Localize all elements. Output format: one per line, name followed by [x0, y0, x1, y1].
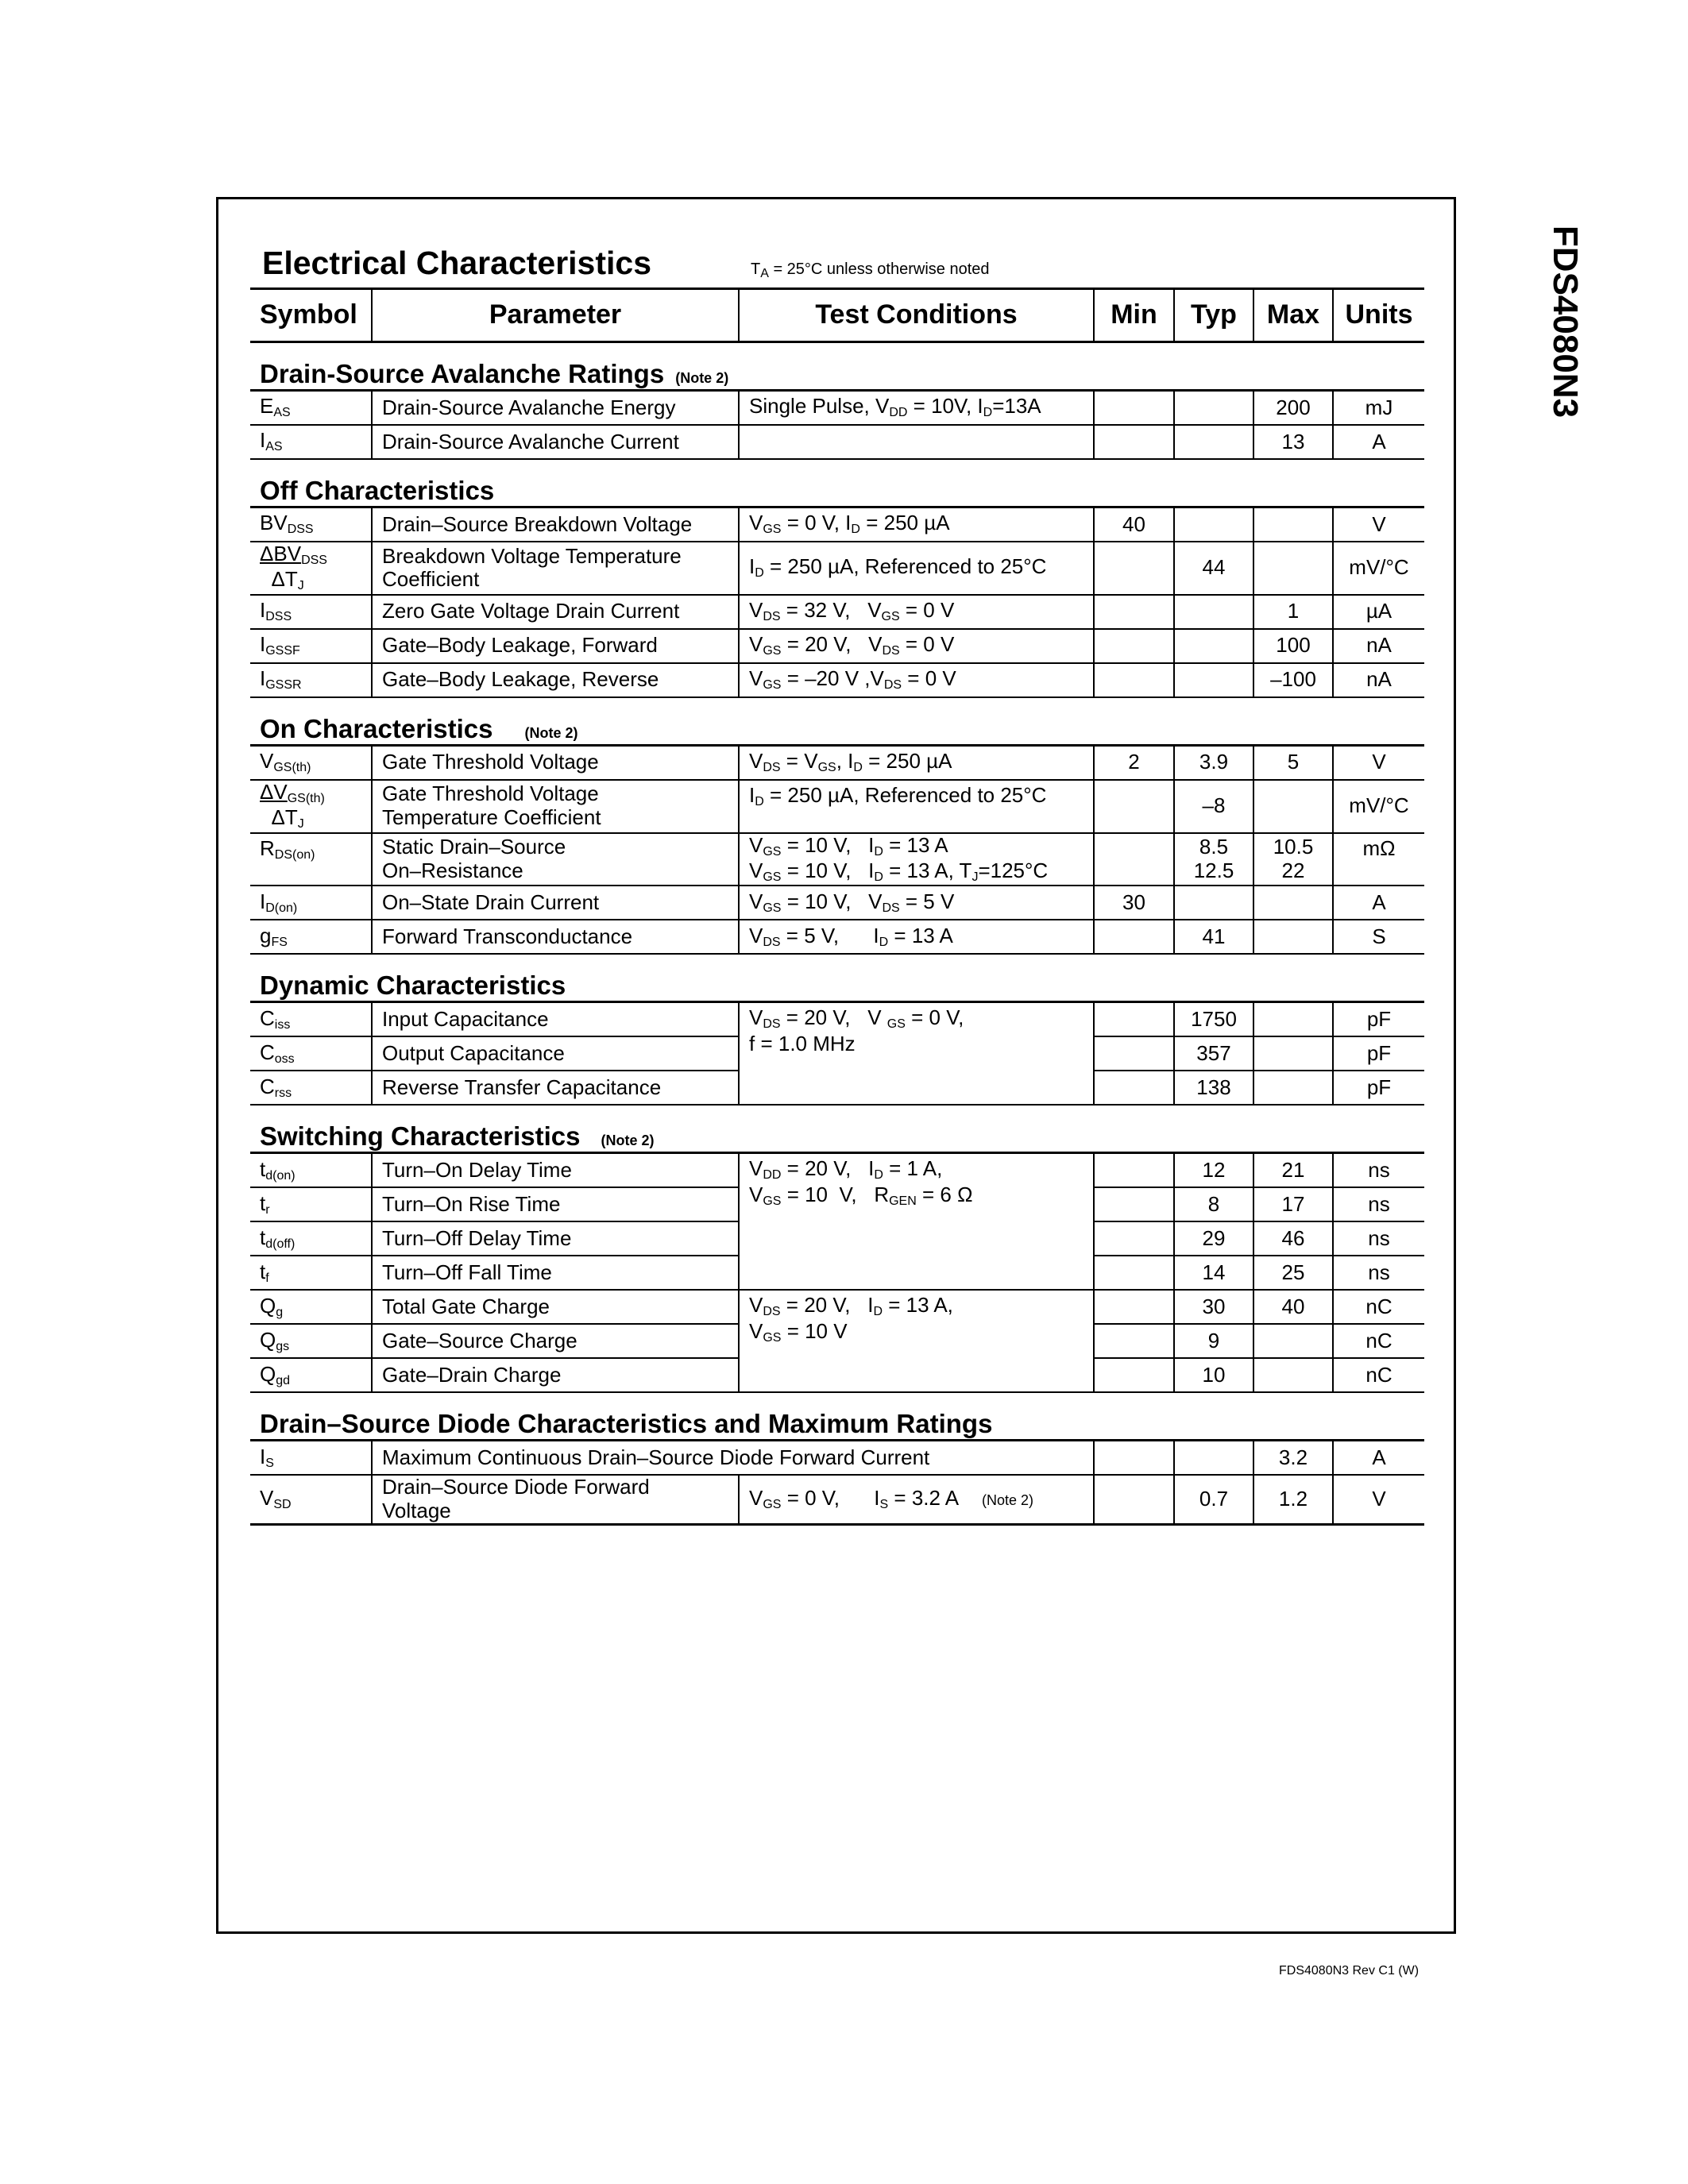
parameter-cell: Turn–Off Delay Time	[372, 1221, 739, 1256]
symbol-cell: $C_{rss}$	[250, 1071, 372, 1105]
symbol-cell: $t_{d(off)}$	[250, 1221, 372, 1256]
conditions-cell: $I_D = 250$ µA, Referenced to 25°C	[739, 542, 1094, 595]
units-cell: nC	[1333, 1290, 1424, 1324]
conditions-cell: $V_{DD} = 20$ V, $I_D = 1$ A, $V_{GS} = 10$ V, $R_{GEN} = 6$ Ω	[739, 1153, 1094, 1291]
units-cell: pF	[1333, 1002, 1424, 1037]
parameter-cell: Turn–Off Fall Time	[372, 1256, 739, 1290]
typ-cell: 1750	[1174, 1002, 1253, 1037]
min-cell: 30	[1094, 886, 1174, 920]
parameter-cell: Gate–Source Charge	[372, 1324, 739, 1358]
header-units: Units	[1333, 289, 1424, 342]
typ-cell: 9	[1174, 1324, 1253, 1358]
section-avalanche	[250, 342, 1424, 391]
conditions-cell: $V_{GS} = -20$ V $,V_{DS} = 0$ V	[739, 663, 1094, 697]
parameter-cell: Input Capacitance	[372, 1002, 739, 1037]
header-max: Max	[1253, 289, 1333, 342]
section-note: (Note 2)	[675, 370, 729, 387]
max-cell: 10.5 22	[1253, 833, 1333, 886]
units-cell: S	[1333, 920, 1424, 954]
section-title: Dynamic Characteristics	[260, 970, 566, 1001]
typ-cell: 3.9	[1174, 745, 1253, 780]
units-cell: mV/°C	[1333, 542, 1424, 595]
section-title: Drain-Source Avalanche Ratings	[260, 359, 665, 389]
units-cell: mJ	[1333, 391, 1424, 426]
max-cell: 100	[1253, 629, 1333, 663]
conditions-cell: $V_{GS} = 20$ V, $V_{DS} = 0$ V	[739, 629, 1094, 663]
page-title: Electrical Characteristics	[262, 245, 651, 281]
units-cell: nC	[1333, 1358, 1424, 1392]
conditions-cell: $V_{DS} = 5$ V, $I_D = 13$ A	[739, 920, 1094, 954]
typ-cell: 29	[1174, 1221, 1253, 1256]
parameter-cell: Gate–Body Leakage, Forward	[372, 629, 739, 663]
parameter-cell: Zero Gate Voltage Drain Current	[372, 595, 739, 629]
condition-note: $T_A = 25^\circ C$ unless otherwise noted	[751, 260, 990, 280]
table-header	[250, 289, 1424, 342]
typ-cell: –8	[1174, 780, 1253, 833]
max-cell: –100	[1253, 663, 1333, 697]
symbol-cell: $V_{GS(th)}$	[250, 745, 372, 780]
table-row	[250, 595, 1424, 629]
conditions-cell: $V_{GS} = 10$ V, $V_{DS} = 5$ V	[739, 886, 1094, 920]
units-cell: A	[1333, 425, 1424, 459]
parameter-cell: Drain-Source Avalanche Energy	[372, 391, 739, 426]
section-title: Off Characteristics	[260, 476, 495, 506]
units-cell: mV/°C	[1333, 780, 1424, 833]
max-cell: 40	[1253, 1290, 1333, 1324]
parameter-cell: Gate–Body Leakage, Reverse	[372, 663, 739, 697]
table-row	[250, 629, 1424, 663]
electrical-characteristics-table	[250, 287, 1424, 1526]
min-cell: 2	[1094, 745, 1174, 780]
units-cell: µA	[1333, 595, 1424, 629]
parameter-cell: Forward Transconductance	[372, 920, 739, 954]
units-cell: nA	[1333, 663, 1424, 697]
parameter-cell: Static Drain–Source On–Resistance	[372, 833, 739, 886]
section-off	[250, 459, 1424, 507]
units-cell: ns	[1333, 1153, 1424, 1188]
parameter-cell: Total Gate Charge	[372, 1290, 739, 1324]
conditions-cell: $V_{GS} = 0$ V, $I_S = 3.2$ A (Note 2)	[739, 1475, 1094, 1524]
table-row	[250, 663, 1424, 697]
table-row	[250, 780, 1424, 833]
max-cell: 25	[1253, 1256, 1333, 1290]
section-title: Switching Characteristics	[260, 1121, 581, 1152]
typ-cell: 12	[1174, 1153, 1253, 1188]
table-row	[250, 1290, 1424, 1324]
units-cell: V	[1333, 1475, 1424, 1524]
parameter-cell: Reverse Transfer Capacitance	[372, 1071, 739, 1105]
section-title: Drain–Source Diode Characteristics and Maximum Ratings	[260, 1409, 993, 1439]
header-symbol: Symbol	[250, 289, 372, 342]
section-note: (Note 2)	[524, 724, 578, 741]
symbol-cell: $Q_g$	[250, 1290, 372, 1324]
max-cell: 21	[1253, 1153, 1333, 1188]
parameter-cell: Turn–On Rise Time	[372, 1187, 739, 1221]
units-cell: nA	[1333, 629, 1424, 663]
symbol-cell: $\Delta V_{GS(th)}$ $\Delta T_J$	[250, 780, 372, 833]
max-cell: 1.2	[1253, 1475, 1333, 1524]
max-cell: 13	[1253, 425, 1333, 459]
max-cell: 17	[1253, 1187, 1333, 1221]
units-cell: nC	[1333, 1324, 1424, 1358]
symbol-cell: $\Delta BV_{DSS}$ $\Delta T_J$	[250, 542, 372, 595]
max-cell: 1	[1253, 595, 1333, 629]
parameter-cell: Drain-Source Avalanche Current	[372, 425, 739, 459]
table-row	[250, 1475, 1424, 1524]
parameter-cell: Gate Threshold Voltage	[372, 745, 739, 780]
section-dynamic	[250, 954, 1424, 1002]
max-cell: 46	[1253, 1221, 1333, 1256]
header-typ: Typ	[1174, 289, 1253, 342]
conditions-cell: $V_{GS} = 10$ V, $I_D = 13$ A $V_{GS} = 10$ V, $I_D = 13$ A, $T_J=125^\circ C$	[739, 833, 1094, 886]
parameter-cell: Drain–Source Diode Forward Voltage	[372, 1475, 739, 1524]
table-row	[250, 542, 1424, 595]
table-row	[250, 507, 1424, 542]
conditions-cell: $V_{DS} = 20$ V, $I_D = 13$ A, $V_{GS} = 10$ V	[739, 1290, 1094, 1392]
table-row	[250, 920, 1424, 954]
symbol-cell: $I_{DSS}$	[250, 595, 372, 629]
symbol-cell: $I_{AS}$	[250, 425, 372, 459]
section-diode	[250, 1392, 1424, 1441]
table-row	[250, 745, 1424, 780]
symbol-cell: $E_{AS}$	[250, 391, 372, 426]
parameter-cell: Output Capacitance	[372, 1036, 739, 1071]
units-cell: ns	[1333, 1221, 1424, 1256]
max-cell: 200	[1253, 391, 1333, 426]
units-cell: A	[1333, 1441, 1424, 1476]
min-cell: 40	[1094, 507, 1174, 542]
conditions-cell: $V_{DS} = 32$ V, $V_{GS} = 0$ V	[739, 595, 1094, 629]
table-row	[250, 1002, 1424, 1037]
symbol-cell: $I_{GSSR}$	[250, 663, 372, 697]
typ-cell: 44	[1174, 542, 1253, 595]
parameter-cell: Gate Threshold Voltage Temperature Coefficient	[372, 780, 739, 833]
conditions-cell: Single Pulse, $V_{DD} = 10V$, $I_D=13A$	[739, 391, 1094, 426]
conditions-cell: $I_D = 250$ µA, Referenced to 25°C	[739, 780, 1094, 833]
units-cell: pF	[1333, 1036, 1424, 1071]
symbol-cell: $C_{iss}$	[250, 1002, 372, 1037]
section-on	[250, 697, 1424, 746]
symbol-cell: $I_S$	[250, 1441, 372, 1476]
typ-cell: 8	[1174, 1187, 1253, 1221]
table-row	[250, 833, 1424, 886]
section-note: (Note 2)	[601, 1133, 655, 1149]
parameter-cell: Gate–Drain Charge	[372, 1358, 739, 1392]
symbol-cell: $g_{FS}$	[250, 920, 372, 954]
conditions-cell: $V_{DS} = V_{GS}$, $I_D = 250$ µA	[739, 745, 1094, 780]
table-row	[250, 391, 1424, 426]
parameter-cell: Turn–On Delay Time	[372, 1153, 739, 1188]
table-row	[250, 886, 1424, 920]
symbol-cell: $t_{d(on)}$	[250, 1153, 372, 1188]
footer-revision: FDS4080N3 Rev C1 (W)	[1279, 1964, 1420, 1978]
symbol-cell: $V_{SD}$	[250, 1475, 372, 1524]
typ-cell: 357	[1174, 1036, 1253, 1071]
parameter-cell: On–State Drain Current	[372, 886, 739, 920]
table-row	[250, 1153, 1424, 1188]
symbol-cell: $t_r$	[250, 1187, 372, 1221]
parameter-cell: Drain–Source Breakdown Voltage	[372, 507, 739, 542]
table-row	[250, 425, 1424, 459]
parameter-cell: Maximum Continuous Drain–Source Diode Forward Current	[372, 1441, 1094, 1476]
symbol-cell: $R_{DS(on)}$	[250, 833, 372, 886]
units-cell: ns	[1333, 1187, 1424, 1221]
units-cell: pF	[1333, 1071, 1424, 1105]
typ-cell: 138	[1174, 1071, 1253, 1105]
conditions-cell: $V_{DS} = 20$ V, V $_{GS}$ = 0 V, f = 1.0 MHz	[739, 1002, 1094, 1106]
units-cell: ns	[1333, 1256, 1424, 1290]
units-cell: A	[1333, 886, 1424, 920]
header-test-conditions: Test Conditions	[739, 289, 1094, 342]
symbol-cell: $C_{oss}$	[250, 1036, 372, 1071]
typ-cell: 8.5 12.5	[1174, 833, 1253, 886]
section-title: On Characteristics	[260, 713, 493, 743]
conditions-cell: $V_{GS} = 0$ V, $I_D = 250$ µA	[739, 507, 1094, 542]
header-min: Min	[1094, 289, 1174, 342]
symbol-cell: $Q_{gs}$	[250, 1324, 372, 1358]
part-number-side-label: FDS4080N3	[1546, 225, 1585, 419]
section-switching	[250, 1105, 1424, 1153]
max-cell: 3.2	[1253, 1441, 1333, 1476]
table-row	[250, 1441, 1424, 1476]
typ-cell: 10	[1174, 1358, 1253, 1392]
parameter-cell: Breakdown Voltage Temperature Coefficient	[372, 542, 739, 595]
symbol-cell: $t_f$	[250, 1256, 372, 1290]
typ-cell: 0.7	[1174, 1475, 1253, 1524]
symbol-cell: $I_{GSSF}$	[250, 629, 372, 663]
symbol-cell: $I_{D(on)}$	[250, 886, 372, 920]
symbol-cell: $BV_{DSS}$	[250, 507, 372, 542]
symbol-cell: $Q_{gd}$	[250, 1358, 372, 1392]
typ-cell: 30	[1174, 1290, 1253, 1324]
max-cell: 5	[1253, 745, 1333, 780]
header-parameter: Parameter	[372, 289, 739, 342]
units-cell: V	[1333, 507, 1424, 542]
typ-cell: 14	[1174, 1256, 1253, 1290]
units-cell: V	[1333, 745, 1424, 780]
units-cell: mΩ	[1333, 833, 1424, 886]
typ-cell: 41	[1174, 920, 1253, 954]
